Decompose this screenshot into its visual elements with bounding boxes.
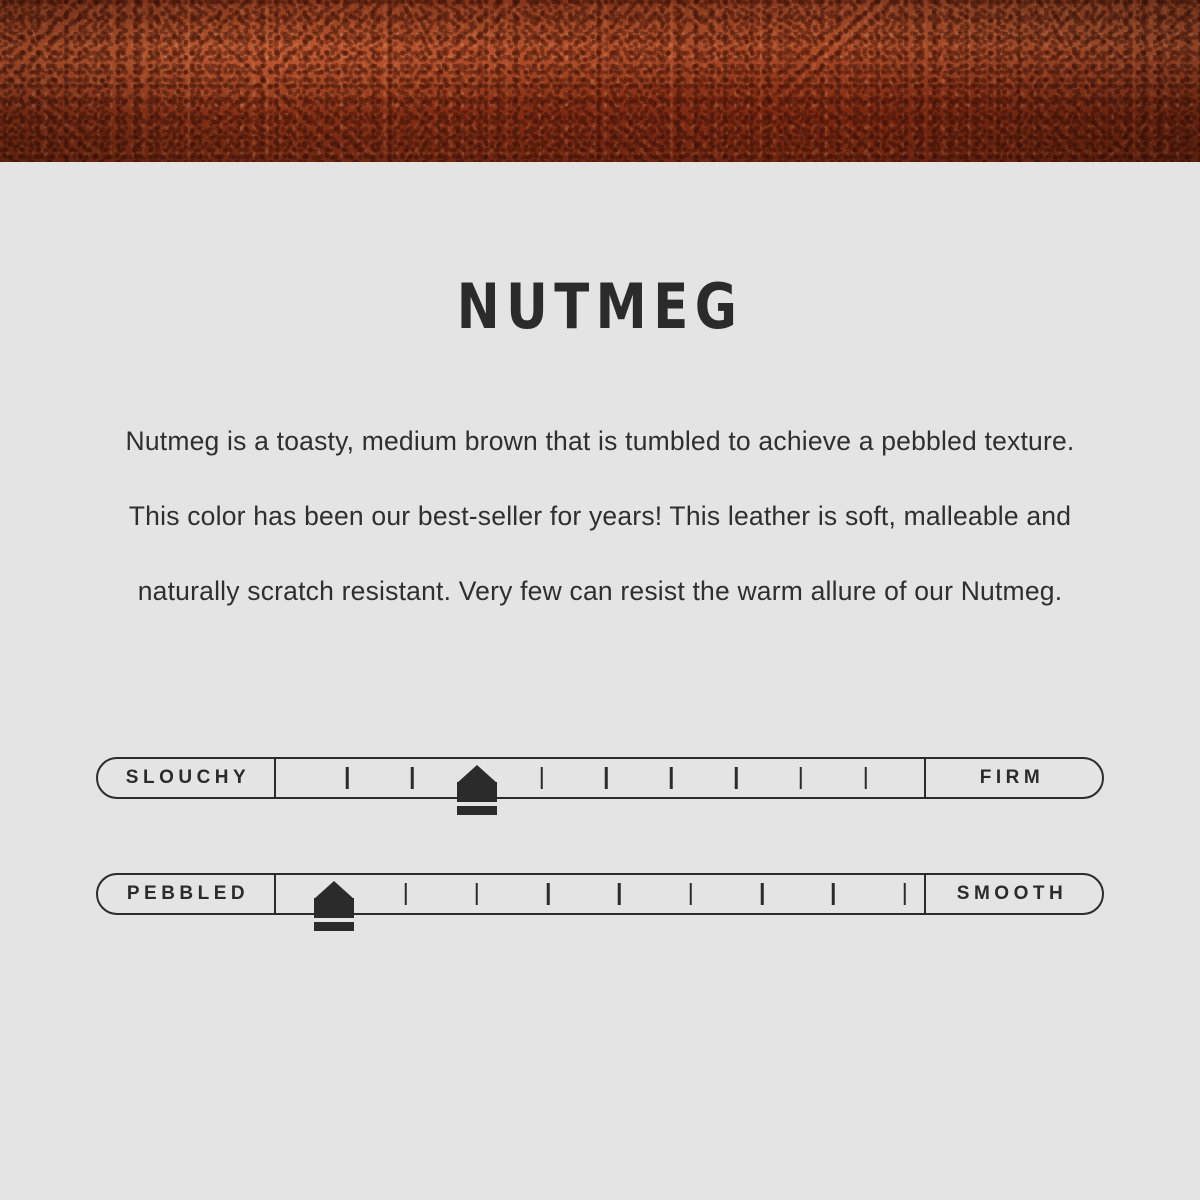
slider-scale-texture[interactable] xyxy=(276,875,924,913)
slider-tick xyxy=(735,767,738,789)
slider-label-slouchy: SLOUCHY xyxy=(98,759,276,797)
leather-shading-overlay xyxy=(0,0,1200,162)
slider-tick xyxy=(540,767,543,789)
color-description: Nutmeg is a toasty, medium brown that is tumbled to achieve a pebbled texture. This color has been our best-seller for years! This leather is soft, malleable and naturally scratch resistant. Very few can resist the warm allure of our Nutmeg. xyxy=(125,426,1075,606)
attribute-sliders xyxy=(64,757,1136,959)
slider-label-pebbled: PEBBLED xyxy=(98,875,276,913)
slider-track-softness[interactable] xyxy=(96,757,1104,799)
slider-tick xyxy=(864,767,867,789)
slider-tick xyxy=(404,883,407,905)
slider-tick xyxy=(346,767,349,789)
slider-row-softness xyxy=(96,757,1104,843)
slider-tick xyxy=(605,767,608,789)
slider-tick xyxy=(903,883,906,905)
marker-body xyxy=(457,782,497,802)
page-title: NUTMEG xyxy=(456,270,744,343)
slider-tick xyxy=(476,883,479,905)
card-content xyxy=(0,270,1200,959)
marker-base xyxy=(314,922,354,931)
slider-tick xyxy=(689,883,692,905)
slider-label-smooth: SMOOTH xyxy=(924,875,1102,913)
slider-tick xyxy=(832,883,835,905)
slider-tick xyxy=(547,883,550,905)
leather-texture-swatch xyxy=(0,0,1200,162)
marker-base xyxy=(457,806,497,815)
slider-tick xyxy=(670,767,673,789)
slider-track-texture[interactable] xyxy=(96,873,1104,915)
marker-pin-icon xyxy=(314,881,354,899)
slider-tick xyxy=(411,767,414,789)
slider-tick xyxy=(800,767,803,789)
slider-row-texture xyxy=(96,873,1104,959)
marker-pin-icon xyxy=(457,765,497,783)
slider-tick xyxy=(618,883,621,905)
slider-tick xyxy=(761,883,764,905)
marker-body xyxy=(314,898,354,918)
slider-scale-softness[interactable] xyxy=(276,759,924,797)
slider-label-firm: FIRM xyxy=(924,759,1102,797)
